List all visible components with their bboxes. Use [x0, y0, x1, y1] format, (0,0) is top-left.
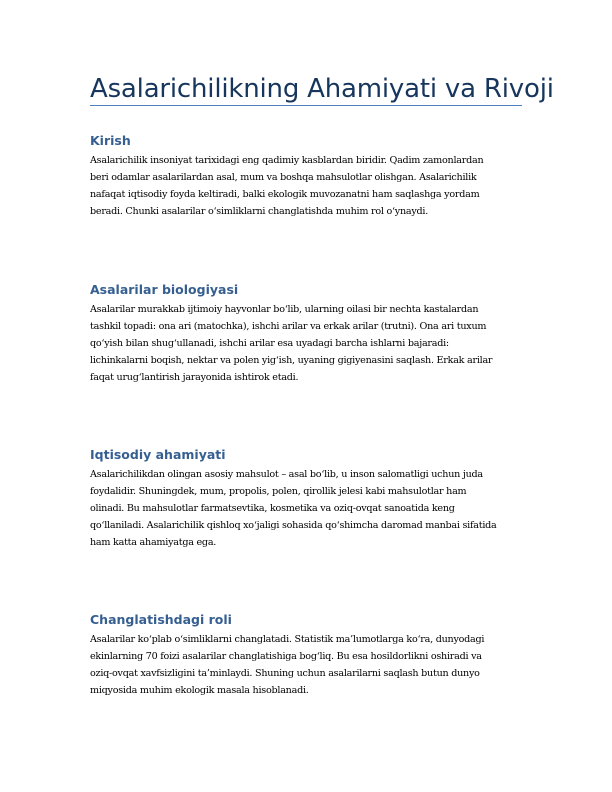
- paragraph-line: tashkil topadi: ona ari (matochka), ishchi arilar va erkak arilar (trutni). Ona ari tuxum: [90, 321, 487, 332]
- section-heading: Changlatishdagi roli: [90, 612, 232, 627]
- section-heading: Kirish: [90, 133, 131, 148]
- paragraph-line: lichinkalarni boqish, nektar va polen yig‘ish, uyaning gigiyenasini saqlash. Erkak arilar: [90, 355, 493, 366]
- section-paragraph: [90, 301, 522, 386]
- section-paragraph: [90, 631, 522, 699]
- section-asalarilar-biologiyasi: [90, 282, 522, 386]
- paragraph-line: Asalarichilikdan olingan asosiy mahsulot – asal bo‘lib, u inson salomatligi uchun juda: [90, 469, 483, 480]
- paragraph-line: olinadi. Bu mahsulotlar farmatsevtika, kosmetika va oziq-ovqat sanoatida keng: [90, 503, 455, 514]
- section-changlatishdagi-roli: [90, 612, 522, 699]
- paragraph-line: nafaqat iqtisodiy foyda keltiradi, balki ekologik muvozanatni ham saqlashga yordam: [90, 189, 480, 200]
- paragraph-line: beradi. Chunki asalarilar o‘simliklarni changlatishda muhim rol o‘ynaydi.: [90, 206, 429, 217]
- paragraph-line: ham katta ahamiyatga ega.: [90, 537, 217, 548]
- paragraph-line: oziq-ovqat xavfsizligini ta’minlaydi. Shuning uchun asalarilarni saqlash butun dunyo: [90, 668, 480, 679]
- paragraph-line: beri odamlar asalarilardan asal, mum va boshqa mahsulotlar olishgan. Asalarichilik: [90, 172, 477, 183]
- paragraph-line: qo‘yish bilan shug‘ullanadi, ishchi arilar esa uyadagi barcha ishlarni bajaradi:: [90, 338, 449, 349]
- section-paragraph: [90, 152, 522, 220]
- section-paragraph: [90, 466, 522, 551]
- document-title: Asalarichilikning Ahamiyati va Rivoji: [90, 74, 554, 104]
- paragraph-line: miqyosida muhim ekologik masala hisoblanadi.: [90, 685, 309, 696]
- paragraph-line: faqat urug‘lantirish jarayonida ishtirok etadi.: [90, 372, 299, 383]
- section-heading: Iqtisodiy ahamiyati: [90, 447, 226, 462]
- paragraph-line: ekinlarning 70 foizi asalarilar changlatishiga bog‘liq. Bu esa hosildorlikni oshiradi va: [90, 651, 482, 662]
- paragraph-line: Asalarichilik insoniyat tarixidagi eng qadimiy kasblardan biridir. Qadim zamonlardan: [90, 155, 484, 166]
- paragraph-line: Asalarilar ko‘plab o‘simliklarni changlatadi. Statistik ma’lumotlarga ko‘ra, dunyodagi: [90, 634, 485, 645]
- section-iqtisodiy-ahamiyati: [90, 447, 522, 551]
- paragraph-line: foydalidir. Shuningdek, mum, propolis, polen, qirollik jelesi kabi mahsulotlar ham: [90, 486, 467, 497]
- paragraph-line: Asalarilar murakkab ijtimoiy hayvonlar bo‘lib, ularning oilasi bir nechta kastalardan: [90, 304, 479, 315]
- paragraph-line: qo‘llaniladi. Asalarichilik qishloq xo‘jaligi sohasida qo‘shimcha daromad manbai sifatida: [90, 520, 497, 531]
- section-heading: Asalarilar biologiyasi: [90, 282, 239, 297]
- title-underline-rule: [90, 105, 522, 106]
- section-kirish: [90, 133, 522, 220]
